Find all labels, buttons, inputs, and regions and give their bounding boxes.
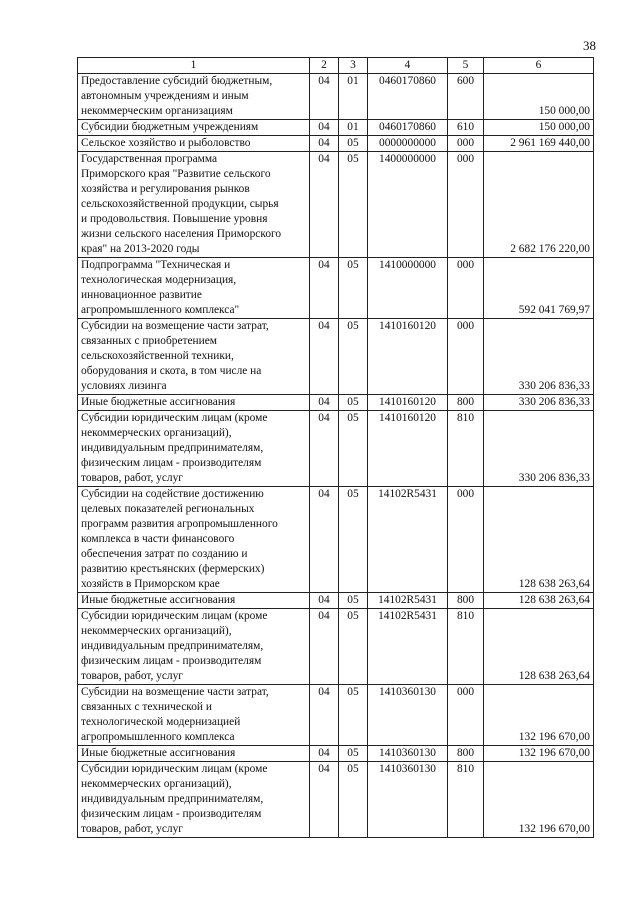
row-amount: 150 000,00	[484, 120, 594, 136]
row-section: 04	[310, 593, 339, 609]
row-amount: 132 196 670,00	[484, 762, 594, 838]
row-subsection: 05	[339, 411, 368, 487]
row-description: Субсидии на содействие достижению целевых показателей региональных программ развития агропромышленного комплекса в части финансового обеспечения затрат по созданию и развитию крестьянских (фермерских) хозяйств в Приморском крае	[78, 487, 310, 593]
header-cell-expense-type: 5	[448, 58, 484, 74]
row-amount: 128 638 263,64	[484, 609, 594, 685]
row-amount: 592 041 769,97	[484, 258, 594, 319]
row-description: Иные бюджетные ассигнования	[78, 746, 310, 762]
row-subsection: 05	[339, 319, 368, 395]
header-row	[78, 58, 594, 74]
row-section: 04	[310, 136, 339, 152]
row-description: Субсидии на возмещение части затрат, связанных с технической и технологической модернизацией агропромышленного комплекса	[78, 685, 310, 746]
table-row	[78, 746, 594, 762]
row-section: 04	[310, 685, 339, 746]
row-description: Государственная программа Приморского края "Развитие сельского хозяйства и регулирования рынков сельскохозяйственной продукции, сырья и продовольствия. Повышение уровня жизни сельского населения Приморского края" на 2013-2020 годы	[78, 152, 310, 258]
row-target-article: 14102R5431	[368, 609, 448, 685]
row-description: Субсидии юридическим лицам (кроме некоммерческих организаций), индивидуальным предпринимателям, физическим лицам - производителям товаров, работ, услуг	[78, 411, 310, 487]
row-section: 04	[310, 319, 339, 395]
row-target-article: 1400000000	[368, 152, 448, 258]
table-row	[78, 120, 594, 136]
table-row	[78, 487, 594, 593]
row-section: 04	[310, 762, 339, 838]
row-target-article: 14102R5431	[368, 593, 448, 609]
row-description: Субсидии бюджетным учреждениям	[78, 120, 310, 136]
header-cell-description: 1	[78, 58, 310, 74]
row-description: Подпрограмма "Техническая и технологическая модернизация, инновационное развитие агропромышленного комплекса"	[78, 258, 310, 319]
row-section: 04	[310, 487, 339, 593]
table-row	[78, 685, 594, 746]
row-expense-type: 800	[448, 746, 484, 762]
row-description: Субсидии на возмещение части затрат, связанных с приобретением сельскохозяйственной техники, оборудования и скота, в том числе на условиях лизинга	[78, 319, 310, 395]
row-amount: 2 961 169 440,00	[484, 136, 594, 152]
row-section: 04	[310, 411, 339, 487]
table-row	[78, 762, 594, 838]
table-row	[78, 609, 594, 685]
row-section: 04	[310, 258, 339, 319]
row-expense-type: 810	[448, 411, 484, 487]
row-target-article: 0460170860	[368, 74, 448, 120]
row-description: Предоставление субсидий бюджетным, автономным учреждениям и иным некоммерческим организациям	[78, 74, 310, 120]
row-target-article: 1410000000	[368, 258, 448, 319]
header-cell-target-article: 4	[368, 58, 448, 74]
row-description: Иные бюджетные ассигнования	[78, 395, 310, 411]
row-expense-type: 810	[448, 762, 484, 838]
row-description: Сельское хозяйство и рыболовство	[78, 136, 310, 152]
row-description: Субсидии юридическим лицам (кроме некоммерческих организаций), индивидуальным предпринимателям, физическим лицам - производителям товаров, работ, услуг	[78, 762, 310, 838]
row-expense-type: 000	[448, 152, 484, 258]
row-expense-type: 610	[448, 120, 484, 136]
row-target-article: 1410160120	[368, 411, 448, 487]
row-target-article: 1410360130	[368, 762, 448, 838]
row-section: 04	[310, 746, 339, 762]
row-section: 04	[310, 152, 339, 258]
budget-table	[77, 57, 594, 838]
row-amount: 330 206 836,33	[484, 319, 594, 395]
row-description: Субсидии юридическим лицам (кроме некоммерческих организаций), индивидуальным предпринимателям, физическим лицам - производителям товаров, работ, услуг	[78, 609, 310, 685]
row-amount: 132 196 670,00	[484, 746, 594, 762]
table-row	[78, 593, 594, 609]
row-subsection: 05	[339, 746, 368, 762]
row-expense-type: 000	[448, 319, 484, 395]
row-subsection: 01	[339, 74, 368, 120]
table-row	[78, 258, 594, 319]
row-target-article: 1410360130	[368, 746, 448, 762]
row-section: 04	[310, 120, 339, 136]
row-amount: 330 206 836,33	[484, 395, 594, 411]
table-row	[78, 319, 594, 395]
row-section: 04	[310, 609, 339, 685]
page-number: 38	[583, 38, 596, 53]
row-subsection: 05	[339, 762, 368, 838]
row-expense-type: 600	[448, 74, 484, 120]
row-section: 04	[310, 395, 339, 411]
row-amount: 2 682 176 220,00	[484, 152, 594, 258]
row-amount: 128 638 263,64	[484, 593, 594, 609]
row-expense-type: 000	[448, 685, 484, 746]
row-subsection: 05	[339, 685, 368, 746]
row-amount: 132 196 670,00	[484, 685, 594, 746]
table-header	[78, 58, 594, 74]
row-expense-type: 000	[448, 258, 484, 319]
row-subsection: 05	[339, 609, 368, 685]
row-section: 04	[310, 74, 339, 120]
table-body	[78, 74, 594, 838]
table-row	[78, 395, 594, 411]
row-target-article: 0460170860	[368, 120, 448, 136]
row-target-article: 1410160120	[368, 319, 448, 395]
row-expense-type: 810	[448, 609, 484, 685]
row-amount: 150 000,00	[484, 74, 594, 120]
table-row	[78, 152, 594, 258]
row-expense-type: 000	[448, 136, 484, 152]
row-amount: 330 206 836,33	[484, 411, 594, 487]
header-cell-amount: 6	[484, 58, 594, 74]
row-subsection: 05	[339, 136, 368, 152]
row-amount: 128 638 263,64	[484, 487, 594, 593]
row-target-article: 1410360130	[368, 685, 448, 746]
row-subsection: 05	[339, 395, 368, 411]
row-subsection: 05	[339, 487, 368, 593]
table-row	[78, 411, 594, 487]
table-row	[78, 136, 594, 152]
row-expense-type: 000	[448, 487, 484, 593]
header-cell-subsection: 3	[339, 58, 368, 74]
header-cell-section: 2	[310, 58, 339, 74]
row-expense-type: 800	[448, 395, 484, 411]
row-target-article: 1410160120	[368, 395, 448, 411]
row-subsection: 05	[339, 593, 368, 609]
row-subsection: 01	[339, 120, 368, 136]
row-target-article: 14102R5431	[368, 487, 448, 593]
table-row	[78, 74, 594, 120]
row-expense-type: 800	[448, 593, 484, 609]
row-target-article: 0000000000	[368, 136, 448, 152]
row-subsection: 05	[339, 258, 368, 319]
row-description: Иные бюджетные ассигнования	[78, 593, 310, 609]
row-subsection: 05	[339, 152, 368, 258]
